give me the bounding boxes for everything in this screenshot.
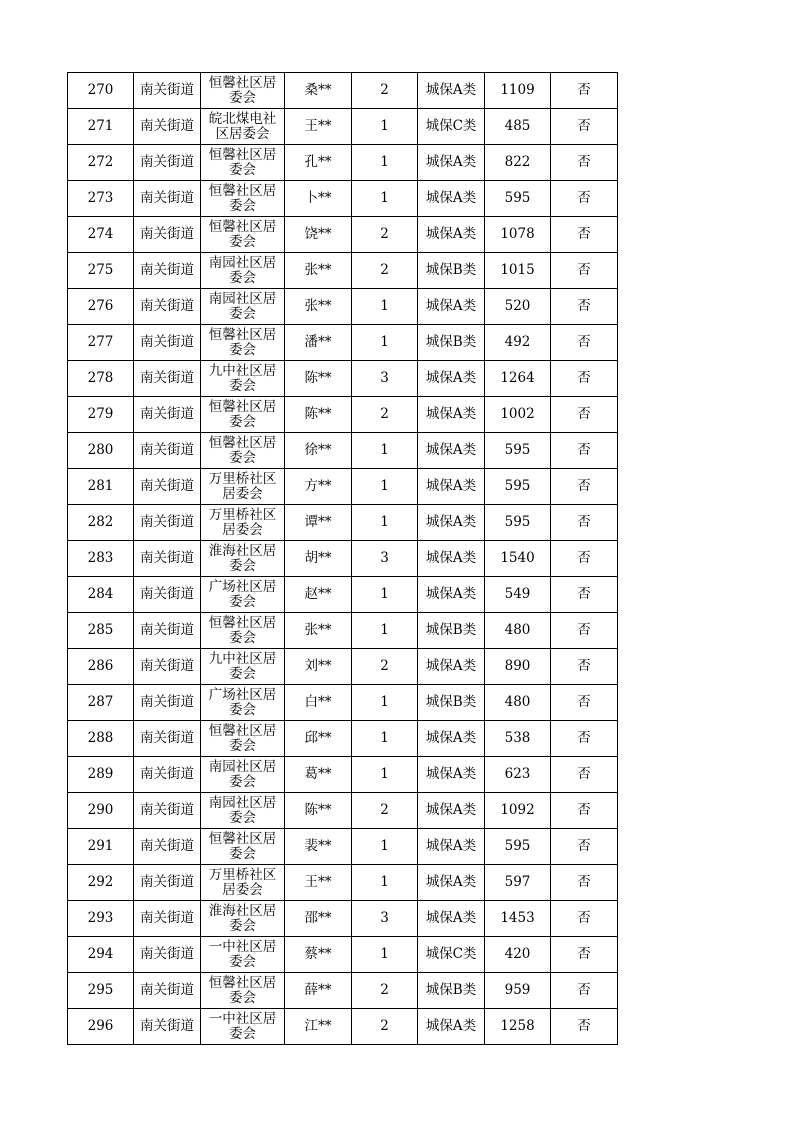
row-number-cell: 286	[68, 649, 134, 685]
row-number-cell: 283	[68, 541, 134, 577]
row-number-cell: 275	[68, 253, 134, 289]
street-cell: 南关街道	[134, 613, 201, 649]
amount-cell: 538	[485, 721, 551, 757]
row-number-cell: 273	[68, 181, 134, 217]
table-row	[68, 217, 618, 253]
community-cell	[201, 145, 285, 181]
community-cell	[201, 181, 285, 217]
flag-cell: 否	[551, 73, 618, 109]
street-cell: 南关街道	[134, 361, 201, 397]
community-label: 九中社区居委会	[208, 362, 277, 394]
community-label: 广场社区居委会	[208, 578, 277, 610]
street-cell: 南关街道	[134, 253, 201, 289]
category-cell: 城保A类	[418, 577, 485, 613]
community-label: 广场社区居委会	[208, 686, 277, 718]
street-cell: 南关街道	[134, 649, 201, 685]
household-size-cell: 1	[352, 721, 418, 757]
community-label: 南园社区居委会	[208, 758, 277, 790]
street-cell: 南关街道	[134, 973, 201, 1009]
table-row	[68, 505, 618, 541]
community-cell	[201, 793, 285, 829]
flag-cell: 否	[551, 721, 618, 757]
amount-cell: 597	[485, 865, 551, 901]
category-cell: 城保B类	[418, 613, 485, 649]
amount-cell: 520	[485, 289, 551, 325]
row-number-cell: 281	[68, 469, 134, 505]
amount-cell: 595	[485, 505, 551, 541]
amount-cell: 1015	[485, 253, 551, 289]
flag-cell: 否	[551, 577, 618, 613]
category-cell: 城保B类	[418, 685, 485, 721]
row-number-cell: 276	[68, 289, 134, 325]
community-cell	[201, 973, 285, 1009]
flag-cell: 否	[551, 469, 618, 505]
category-cell: 城保A类	[418, 541, 485, 577]
row-number-cell: 271	[68, 109, 134, 145]
table-row	[68, 865, 618, 901]
amount-cell: 890	[485, 649, 551, 685]
community-cell	[201, 865, 285, 901]
row-number-cell: 289	[68, 757, 134, 793]
community-cell	[201, 325, 285, 361]
street-cell: 南关街道	[134, 217, 201, 253]
community-label: 皖北煤电社区居委会	[208, 110, 277, 142]
flag-cell: 否	[551, 937, 618, 973]
name-cell: 邵**	[285, 901, 352, 937]
category-cell: 城保A类	[418, 433, 485, 469]
data-table	[67, 72, 618, 1045]
community-label: 南园社区居委会	[208, 290, 277, 322]
community-cell	[201, 469, 285, 505]
amount-cell: 420	[485, 937, 551, 973]
row-number-cell: 292	[68, 865, 134, 901]
flag-cell: 否	[551, 829, 618, 865]
table-row	[68, 253, 618, 289]
household-size-cell: 1	[352, 109, 418, 145]
household-size-cell: 2	[352, 397, 418, 433]
category-cell: 城保A类	[418, 649, 485, 685]
street-cell: 南关街道	[134, 901, 201, 937]
name-cell: 方**	[285, 469, 352, 505]
community-cell	[201, 1009, 285, 1045]
amount-cell: 595	[485, 181, 551, 217]
street-cell: 南关街道	[134, 865, 201, 901]
street-cell: 南关街道	[134, 1009, 201, 1045]
category-cell: 城保A类	[418, 73, 485, 109]
street-cell: 南关街道	[134, 541, 201, 577]
community-cell	[201, 685, 285, 721]
community-cell	[201, 901, 285, 937]
row-number-cell: 294	[68, 937, 134, 973]
row-number-cell: 282	[68, 505, 134, 541]
household-size-cell: 1	[352, 613, 418, 649]
flag-cell: 否	[551, 181, 618, 217]
community-label: 南园社区居委会	[208, 254, 277, 286]
community-label: 一中社区居委会	[208, 1010, 277, 1042]
flag-cell: 否	[551, 505, 618, 541]
community-label: 淮海社区居委会	[208, 542, 277, 574]
flag-cell: 否	[551, 1009, 618, 1045]
name-cell: 张**	[285, 613, 352, 649]
flag-cell: 否	[551, 685, 618, 721]
community-label: 万里桥社区居委会	[208, 866, 277, 898]
flag-cell: 否	[551, 145, 618, 181]
table-row	[68, 325, 618, 361]
table-row	[68, 397, 618, 433]
street-cell: 南关街道	[134, 289, 201, 325]
community-label: 恒馨社区居委会	[208, 398, 277, 430]
table-row	[68, 901, 618, 937]
amount-cell: 623	[485, 757, 551, 793]
community-cell	[201, 217, 285, 253]
category-cell: 城保A类	[418, 793, 485, 829]
street-cell: 南关街道	[134, 793, 201, 829]
amount-cell: 1092	[485, 793, 551, 829]
community-label: 恒馨社区居委会	[208, 326, 277, 358]
table-row	[68, 469, 618, 505]
row-number-cell: 270	[68, 73, 134, 109]
household-size-cell: 3	[352, 541, 418, 577]
category-cell: 城保B类	[418, 253, 485, 289]
table-row	[68, 145, 618, 181]
category-cell: 城保C类	[418, 109, 485, 145]
street-cell: 南关街道	[134, 937, 201, 973]
name-cell: 胡**	[285, 541, 352, 577]
household-size-cell: 1	[352, 325, 418, 361]
street-cell: 南关街道	[134, 757, 201, 793]
flag-cell: 否	[551, 865, 618, 901]
street-cell: 南关街道	[134, 577, 201, 613]
amount-cell: 1453	[485, 901, 551, 937]
table-row	[68, 613, 618, 649]
name-cell: 江**	[285, 1009, 352, 1045]
amount-cell: 485	[485, 109, 551, 145]
flag-cell: 否	[551, 289, 618, 325]
name-cell: 薛**	[285, 973, 352, 1009]
name-cell: 谭**	[285, 505, 352, 541]
flag-cell: 否	[551, 649, 618, 685]
row-number-cell: 290	[68, 793, 134, 829]
community-cell	[201, 721, 285, 757]
household-size-cell: 1	[352, 937, 418, 973]
name-cell: 陈**	[285, 793, 352, 829]
amount-cell: 595	[485, 829, 551, 865]
household-size-cell: 3	[352, 361, 418, 397]
name-cell: 白**	[285, 685, 352, 721]
table-row	[68, 289, 618, 325]
amount-cell: 1540	[485, 541, 551, 577]
name-cell: 徐**	[285, 433, 352, 469]
household-size-cell: 1	[352, 433, 418, 469]
household-size-cell: 3	[352, 901, 418, 937]
flag-cell: 否	[551, 361, 618, 397]
flag-cell: 否	[551, 217, 618, 253]
category-cell: 城保A类	[418, 361, 485, 397]
community-label: 恒馨社区居委会	[208, 182, 277, 214]
table-row	[68, 829, 618, 865]
category-cell: 城保B类	[418, 973, 485, 1009]
flag-cell: 否	[551, 325, 618, 361]
community-cell	[201, 73, 285, 109]
flag-cell: 否	[551, 613, 618, 649]
community-cell	[201, 361, 285, 397]
community-label: 淮海社区居委会	[208, 902, 277, 934]
table-row	[68, 649, 618, 685]
row-number-cell: 293	[68, 901, 134, 937]
community-cell	[201, 253, 285, 289]
household-size-cell: 1	[352, 829, 418, 865]
community-cell	[201, 109, 285, 145]
name-cell: 刘**	[285, 649, 352, 685]
flag-cell: 否	[551, 757, 618, 793]
street-cell: 南关街道	[134, 469, 201, 505]
household-size-cell: 2	[352, 73, 418, 109]
community-cell	[201, 433, 285, 469]
table-row	[68, 721, 618, 757]
amount-cell: 1109	[485, 73, 551, 109]
amount-cell: 1264	[485, 361, 551, 397]
street-cell: 南关街道	[134, 73, 201, 109]
community-cell	[201, 829, 285, 865]
household-size-cell: 1	[352, 145, 418, 181]
row-number-cell: 280	[68, 433, 134, 469]
community-cell	[201, 577, 285, 613]
row-number-cell: 295	[68, 973, 134, 1009]
name-cell: 邱**	[285, 721, 352, 757]
table-row	[68, 361, 618, 397]
table-row	[68, 109, 618, 145]
household-size-cell: 2	[352, 217, 418, 253]
category-cell: 城保A类	[418, 145, 485, 181]
street-cell: 南关街道	[134, 829, 201, 865]
row-number-cell: 277	[68, 325, 134, 361]
name-cell: 裴**	[285, 829, 352, 865]
name-cell: 陈**	[285, 397, 352, 433]
household-size-cell: 2	[352, 1009, 418, 1045]
category-cell: 城保A类	[418, 289, 485, 325]
household-size-cell: 2	[352, 973, 418, 1009]
category-cell: 城保A类	[418, 721, 485, 757]
flag-cell: 否	[551, 433, 618, 469]
row-number-cell: 284	[68, 577, 134, 613]
household-size-cell: 2	[352, 253, 418, 289]
name-cell: 蔡**	[285, 937, 352, 973]
flag-cell: 否	[551, 901, 618, 937]
flag-cell: 否	[551, 397, 618, 433]
name-cell: 潘**	[285, 325, 352, 361]
table-row	[68, 73, 618, 109]
row-number-cell: 279	[68, 397, 134, 433]
name-cell: 张**	[285, 253, 352, 289]
community-label: 恒馨社区居委会	[208, 974, 277, 1006]
category-cell: 城保A类	[418, 505, 485, 541]
household-size-cell: 1	[352, 757, 418, 793]
row-number-cell: 274	[68, 217, 134, 253]
household-size-cell: 1	[352, 469, 418, 505]
street-cell: 南关街道	[134, 397, 201, 433]
table-body	[68, 73, 618, 1045]
community-label: 万里桥社区居委会	[208, 506, 277, 538]
street-cell: 南关街道	[134, 181, 201, 217]
table-row	[68, 973, 618, 1009]
table-row	[68, 937, 618, 973]
street-cell: 南关街道	[134, 505, 201, 541]
household-size-cell: 2	[352, 793, 418, 829]
community-label: 万里桥社区居委会	[208, 470, 277, 502]
street-cell: 南关街道	[134, 325, 201, 361]
category-cell: 城保A类	[418, 757, 485, 793]
table-row	[68, 577, 618, 613]
name-cell: 卜**	[285, 181, 352, 217]
household-size-cell: 2	[352, 649, 418, 685]
amount-cell: 480	[485, 613, 551, 649]
amount-cell: 549	[485, 577, 551, 613]
category-cell: 城保A类	[418, 217, 485, 253]
community-cell	[201, 289, 285, 325]
amount-cell: 1078	[485, 217, 551, 253]
household-size-cell: 1	[352, 289, 418, 325]
street-cell: 南关街道	[134, 109, 201, 145]
community-cell	[201, 937, 285, 973]
row-number-cell: 296	[68, 1009, 134, 1045]
row-number-cell: 287	[68, 685, 134, 721]
flag-cell: 否	[551, 541, 618, 577]
name-cell: 陈**	[285, 361, 352, 397]
community-label: 恒馨社区居委会	[208, 218, 277, 250]
amount-cell: 595	[485, 469, 551, 505]
community-label: 恒馨社区居委会	[208, 74, 277, 106]
category-cell: 城保A类	[418, 1009, 485, 1045]
row-number-cell: 278	[68, 361, 134, 397]
flag-cell: 否	[551, 253, 618, 289]
flag-cell: 否	[551, 793, 618, 829]
community-cell	[201, 757, 285, 793]
row-number-cell: 288	[68, 721, 134, 757]
community-label: 恒馨社区居委会	[208, 614, 277, 646]
amount-cell: 959	[485, 973, 551, 1009]
row-number-cell: 272	[68, 145, 134, 181]
name-cell: 赵**	[285, 577, 352, 613]
community-cell	[201, 505, 285, 541]
community-label: 一中社区居委会	[208, 938, 277, 970]
amount-cell: 492	[485, 325, 551, 361]
community-cell	[201, 541, 285, 577]
name-cell: 孔**	[285, 145, 352, 181]
name-cell: 葛**	[285, 757, 352, 793]
household-size-cell: 1	[352, 181, 418, 217]
amount-cell: 480	[485, 685, 551, 721]
community-cell	[201, 397, 285, 433]
category-cell: 城保A类	[418, 901, 485, 937]
category-cell: 城保A类	[418, 469, 485, 505]
amount-cell: 822	[485, 145, 551, 181]
amount-cell: 1002	[485, 397, 551, 433]
category-cell: 城保B类	[418, 325, 485, 361]
table-row	[68, 793, 618, 829]
name-cell: 王**	[285, 109, 352, 145]
table-row	[68, 1009, 618, 1045]
household-size-cell: 1	[352, 577, 418, 613]
name-cell: 桑**	[285, 73, 352, 109]
row-number-cell: 285	[68, 613, 134, 649]
category-cell: 城保A类	[418, 829, 485, 865]
amount-cell: 595	[485, 433, 551, 469]
name-cell: 张**	[285, 289, 352, 325]
community-label: 南园社区居委会	[208, 794, 277, 826]
street-cell: 南关街道	[134, 433, 201, 469]
household-size-cell: 1	[352, 865, 418, 901]
name-cell: 饶**	[285, 217, 352, 253]
table-row	[68, 757, 618, 793]
amount-cell: 1258	[485, 1009, 551, 1045]
flag-cell: 否	[551, 109, 618, 145]
street-cell: 南关街道	[134, 721, 201, 757]
category-cell: 城保C类	[418, 937, 485, 973]
community-label: 恒馨社区居委会	[208, 434, 277, 466]
table-row	[68, 541, 618, 577]
community-label: 九中社区居委会	[208, 650, 277, 682]
category-cell: 城保A类	[418, 397, 485, 433]
community-cell	[201, 649, 285, 685]
flag-cell: 否	[551, 973, 618, 1009]
name-cell: 王**	[285, 865, 352, 901]
household-size-cell: 1	[352, 505, 418, 541]
table-row	[68, 433, 618, 469]
community-cell	[201, 613, 285, 649]
household-size-cell: 1	[352, 685, 418, 721]
row-number-cell: 291	[68, 829, 134, 865]
community-label: 恒馨社区居委会	[208, 722, 277, 754]
category-cell: 城保A类	[418, 865, 485, 901]
street-cell: 南关街道	[134, 685, 201, 721]
street-cell: 南关街道	[134, 145, 201, 181]
table-row	[68, 685, 618, 721]
table-row	[68, 181, 618, 217]
community-label: 恒馨社区居委会	[208, 146, 277, 178]
category-cell: 城保A类	[418, 181, 485, 217]
community-label: 恒馨社区居委会	[208, 830, 277, 862]
